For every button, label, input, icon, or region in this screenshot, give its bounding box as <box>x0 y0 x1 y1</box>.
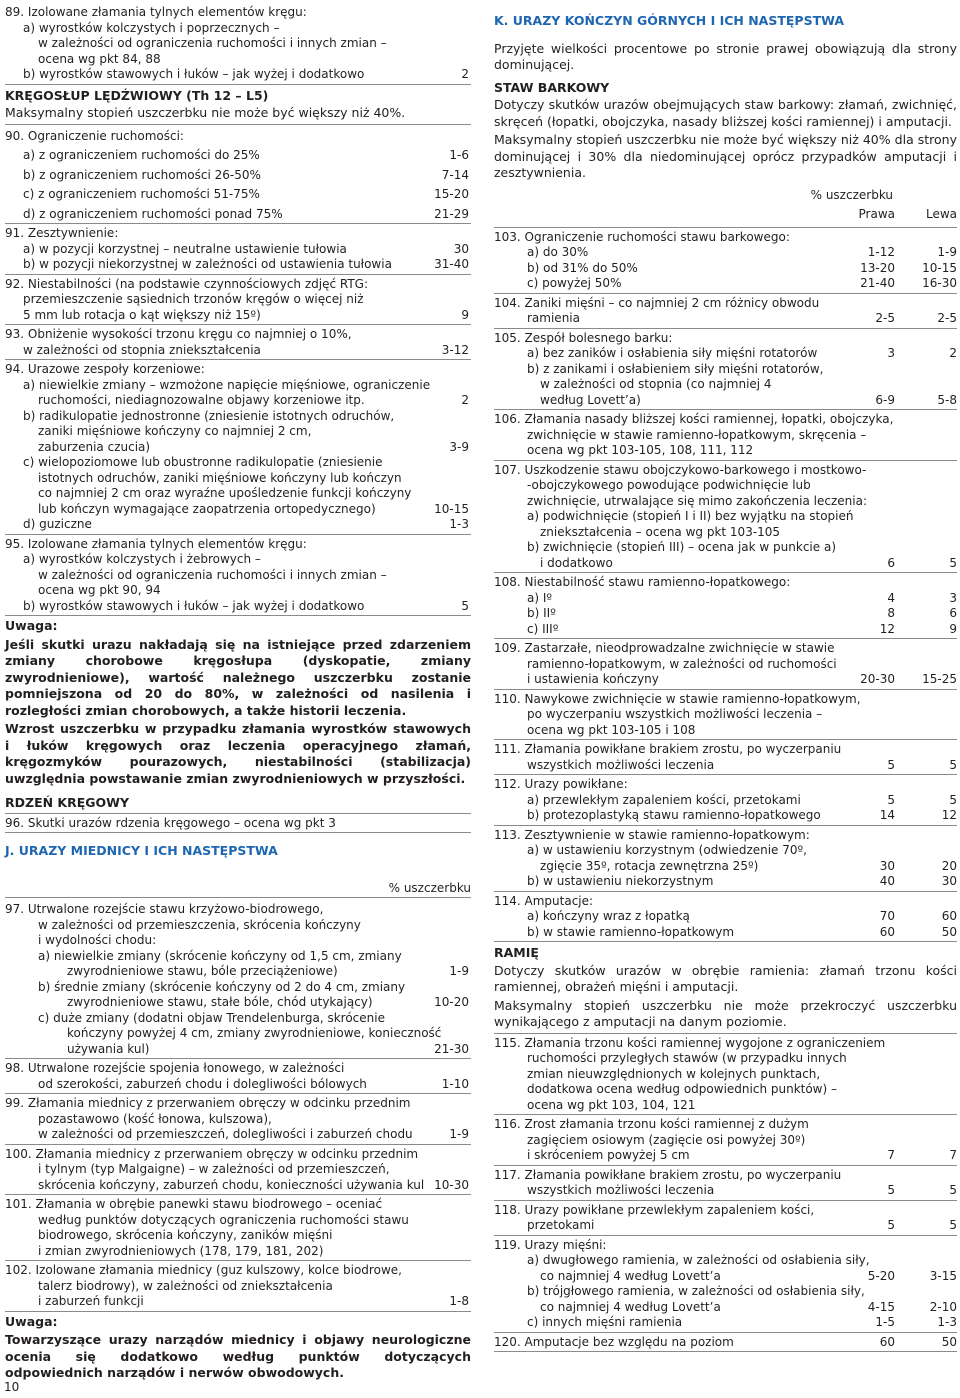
section-heading: STAW BARKOWY <box>494 79 610 95</box>
uwaga-paragraph: Wzrost uszczerbku w przypadku złamania wyrostków stawowych i łuków kręgowych oraz leczenia operacyjnego złamań, kręgozmyków pourazowych, niestabilności (stabilizacja) uwzględnia powstawanie zmian zwyrodnieniowych w przyszłości. <box>5 721 471 786</box>
entry-93: 93. Obniżenie wysokości trzonu kręgu co najmniej o 10%, w zależności od stopnia zniekształcenia 3-12 <box>5 327 469 357</box>
entry-99: 99. Złamania miednicy z przerwaniem obręczy w odcinku przednim pozastawowo (kość łonowa, kulszowa), w zależności od przemieszczeń, dolegliwości i zaburzeń chodu 1-9 <box>5 1096 469 1141</box>
divider <box>5 274 471 275</box>
divider <box>494 1165 957 1166</box>
divider <box>5 124 471 125</box>
entry-98: 98. Utrwalone rozejście spojenia łonowego, w zależności od szerokości, zaburzeń chodu i dolegliwości bólowych 1-10 <box>5 1061 469 1091</box>
divider <box>494 1033 957 1034</box>
entry-102: 102. Izolowane złamania miednicy (guz kulszowy, kolce biodrowe, talerz biodrowy), w zależności od zniekształcenia i zaburzeń funkcji 1-8 <box>5 1263 469 1308</box>
right-column <box>494 5 957 1354</box>
divider <box>494 1351 957 1352</box>
section-note: Maksymalny stopień uszczerbku nie może być większy niż 40%. <box>5 105 406 120</box>
entry-108: 108. Niestabilność stawu ramienno-łopatkowego: a) Iº 4 3 b) IIº 8 6 c) IIIº 12 9 <box>494 575 957 636</box>
entry-109: 109. Zastarzałe, nieodprowadzalne zwichnięcie w stawie ramienno-łopatkowym, w zależności od ruchomości i ustawienia kończyny 20-30 15-25 <box>494 641 957 686</box>
divider <box>5 615 471 616</box>
entry-110: 110. Nawykowe zwichnięcie w stawie ramienno-łopatkowym, po wyczerpaniu wszystkich możliwości leczenia – ocena wg pkt 103-105 i 108 <box>494 691 861 737</box>
divider <box>5 1144 471 1145</box>
divider <box>494 328 957 329</box>
column-header: % uszczerbku <box>810 187 893 202</box>
divider <box>494 1332 957 1333</box>
divider <box>5 84 471 85</box>
entry-103: 103. Ograniczenie ruchomości stawu barkowego: a) do 30% 1-12 1-9 b) od 31% do 50% 13-20 10-15 c) powyżej 50% 21-40 16-30 <box>494 229 957 290</box>
section-intro: Przyjęte wielkości procentowe po stronie prawej obowiązują dla strony dominującej. <box>494 40 957 72</box>
entry-107: 107. Uszkodzenie stawu obojczykowo-barkowego i mostkowo- -obojczykowego powodujące podwichnięcie lub zwichnięcie, utrwalające się mimo zakończenia leczenia: a) podwichnięcie (stopień I i II) bez wyjątku na stopień zniekształcenia – ocena wg pkt 103-105 b) zwichnięcie (stopień III) – ocena jak w punkcie a) i dodatkowo 6 5 <box>494 462 957 570</box>
divider <box>494 293 957 294</box>
divider <box>494 638 957 639</box>
divider <box>494 825 957 826</box>
uwaga-label: Uwaga: <box>5 1313 58 1329</box>
entry-100: 100. Złamania miednicy z przerwaniem obręczy w odcinku przednim i tylnym (typ Malgaigne) – w zależności od przemieszczeń, skrócenia kończyny, zaburzeń chodu, konieczności używania kul 10-30 <box>5 1146 469 1192</box>
entry-value: 2 <box>461 67 469 81</box>
uwaga-label: Uwaga: <box>5 618 58 633</box>
section-note: Dotyczy skutków urazów w obrębie ramienia: złamań trzonu kości ramiennej, obrażeń mięśni i amputacji. <box>494 962 957 994</box>
divider <box>494 941 957 942</box>
entry-94: 94. Urazowe zespoły korzeniowe: a) niewielkie zmiany – wzmożone napięcie mięśniowe, ograniczenie ruchomości, niediagnozowalne objawy korzeniowe itp. 2 b) radikulopatie jednostronne (zniesienie istotnych odruchów, zaniki mięśniowe kończyny co najmniej 2 cm, zaburzenia czucia) 3-9 c) wielopoziomowe lub obustronne radikulopatie (zniesienie istotnych odruchów, zaniki mięśniowe kończyny lub kończyn co najmniej 2 cm oraz wyraźne upośledzenie funkcji kończyny lub kończyn wymagające zaopatrzenia ortopedycznego) 10-15 d) guziczne 1-3 <box>5 362 469 531</box>
section-note: Maksymalny stopień uszczerbku nie może przekroczyć uszczerbku wynikającego z amputacji na danym poziomie. <box>494 997 957 1029</box>
divider <box>5 1311 471 1312</box>
divider <box>5 223 471 224</box>
divider <box>494 891 957 892</box>
divider <box>5 534 471 535</box>
uwaga-paragraph: Towarzyszące urazy narządów miednicy i objawy neurologiczne ocenia się dodatkowo według punktów dotyczących odpowiednich narządów i nerwów obwodowych. <box>5 1332 471 1380</box>
divider <box>494 1235 957 1236</box>
entry-113: 113. Zesztywnienie w stawie ramienno-łopatkowym: a) w ustawieniu korzystnym (odwiedzenie 70º, zgięcie 35º, rotacja zewnętrzna 25º) 30 20 b) w ustawieniu niekorzystnym 40 30 <box>494 827 957 888</box>
divider <box>5 813 471 814</box>
divider <box>494 572 957 573</box>
page-number: 10 <box>4 1380 20 1394</box>
divider <box>5 897 471 898</box>
section-note: Dotyczy skutków urazów obejmujących staw barkowy: złamań, zwichnięć, skręceń (łopatki, obojczyka, nasady bliższej kości ramiennej) i amputacji. <box>494 97 957 129</box>
divider <box>5 1058 471 1059</box>
uwaga-paragraph: Jeśli skutki urazu nakładają się na istniejące przed zdarzeniem zmiany chorobowe kręgosłupa (dyskopatie, zmiany zwyrodnieniowe), wartość należnego uszczerbku zostanie pomniejszona od 20 do 80%, w zależności od nasilenia i rozległości zmian chorobowych, a także historii leczenia. <box>5 636 471 718</box>
divider <box>5 832 471 833</box>
entry-112: 112. Urazy powikłane: a) przewlekłym zapaleniem kości, przetokami 5 5 b) protezoplastyką stawu ramienno-łopatkowego 14 12 <box>494 777 957 822</box>
left-column <box>5 5 471 1384</box>
entry-89: 89. Izolowane złamania tylnych elementów kręgu: a) wyrostków kolczystych i poprzecznych – w zależności od ograniczenia ruchomości i innych zmian – ocena wg pkt 84, 88 b) wyrostków stawowych i łuków – jak wyżej i dodatkowo 2 <box>5 5 469 81</box>
entry-114: 114. Amputacje: a) kończyny wraz z łopatką 70 60 b) w stawie ramienno-łopatkowym 60 50 <box>494 893 957 939</box>
divider <box>494 1200 957 1201</box>
divider <box>5 1093 471 1094</box>
entry-111: 111. Złamania powikłane brakiem zrostu, po wyczerpaniu wszystkich możliwości leczenia 5 5 <box>494 742 957 772</box>
entry-120: 120. Amputacje bez względu na poziom 60 50 <box>494 1334 957 1349</box>
entry-105: 105. Zespół bolesnego barku: a) bez zaników i osłabienia siły mięśni rotatorów 3 2 b) z zanikami i osłabieniem siły mięśni rotatorów, w zależności od stopnia (co najmniej 4 według Lovett’a) 6-9 5-8 <box>494 330 957 407</box>
divider <box>5 359 471 360</box>
entry-101: 101. Złamania w obrębie panewki stawu biodrowego – oceniać według punktów dotyczących ograniczenia ruchomości stawu biodrowego, skrócenia kończyny, zaników mięśni i zmian zwyrodnieniowych (178, 179, 181, 202) <box>5 1197 409 1258</box>
section-note: Maksymalny stopień uszczerbku nie może być większy niż 40% dla strony dominującej i 30% dla niedominującej oprócz przypadków amputacji i zesztywnienia. <box>494 132 957 180</box>
divider <box>494 460 957 461</box>
divider <box>5 1260 471 1261</box>
entry-95: 95. Izolowane złamania tylnych elementów kręgu: a) wyrostków kolczystych i żebrowych – w zależności od ograniczenia ruchomości i innych zmian – ocena wg pkt 90, 94 b) wyrostków stawowych i łuków – jak wyżej i dodatkowo 5 <box>5 536 469 613</box>
entry-96: 96. Skutki urazów rdzenia kręgowego – ocena wg pkt 3 <box>5 815 336 830</box>
divider <box>494 689 957 690</box>
entry-117: 117. Złamania powikłane brakiem zrostu, po wyczerpaniu wszystkich możliwości leczenia 5 5 <box>494 1167 957 1197</box>
entry-90: 90. Ograniczenie ruchomości: a) z ograniczeniem ruchomości do 25% 1-6 b) z ograniczeniem ruchomości 26-50% 7-14 c) z ograniczeniem ruchomości 51-75% 15-20 d) z ograniczeniem ruchomości ponad 75% 21-29 <box>5 128 469 221</box>
entry-91: 91. Zesztywnienie: a) w pozycji korzystnej – neutralne ustawienie tułowia 30 b) w pozycji niekorzystnej w zależności od ustawienia tułowia 31-40 <box>5 226 469 271</box>
section-heading: RDZEŃ KRĘGOWY <box>5 795 129 810</box>
section-heading: KRĘGOSŁUP LĘDŹWIOWY (Th 12 – L5) <box>5 87 269 103</box>
entry-92: 92. Niestabilności (na podstawie czynnościowych zdjęć RTG: przemieszczenie sąsiednich trzonów kręgów o więcej niż 5 mm lub rotacja o kąt większy niż 15º) 9 <box>5 276 469 322</box>
entry-119: 119. Urazy mięśni: a) dwugłowego ramienia, w zależności od osłabienia siły, co najmniej 4 według Lovett’a 5-20 3-15 b) trójgłowego ramienia, w zależności od osłabienia siły, co najmniej 4 według Lovett’a 4-15 2-10 c) innych mięśni ramienia 1-5 1-3 <box>494 1237 957 1329</box>
section-title: K. URAZY KOŃCZYN GÓRNYCH I ICH NASTĘPSTWA <box>494 13 845 28</box>
divider <box>494 1114 957 1115</box>
header-lewa: Lewa <box>925 207 957 221</box>
divider <box>5 324 471 325</box>
divider <box>494 409 957 410</box>
divider <box>494 739 957 740</box>
section-title: J. URAZY MIEDNICY I ICH NASTĘPSTWA <box>5 843 278 858</box>
header-prawa: Prawa <box>858 207 895 221</box>
section-heading: RAMIĘ <box>494 945 539 960</box>
entry-115: 115. Złamania trzonu kości ramiennej wygojone z ograniczeniem ruchomości przyległych stawów (w przypadku innych zmian nieuwzględnionych w kolejnych punktach, dodatkowa ocena według odpowiednich punktów) – ocena wg pkt 103, 104, 121 <box>494 1035 886 1112</box>
entry-106: 106. Złamania nasady bliższej kości ramiennej, łopatki, obojczyka, zwichnięcie w stawie ramienno-łopatkowym, skręcenia – ocena wg pkt 103-105, 108, 111, 112 <box>494 412 894 457</box>
entry-118: 118. Urazy powikłane przewlekłym zapaleniem kości, przetokami 5 5 <box>494 1202 957 1232</box>
divider <box>494 774 957 775</box>
entry-97: 97. Utrwalone rozejście stawu krzyżowo-biodrowego, w zależności od przemieszczenia, skrócenia kończyny i wydolności chodu: a) niewielkie zmiany (skrócenie kończyny od 1,5 cm, zmiany zwyrodnieniowe stawu, bóle przeciążeniowe) 1-9 b) średnie zmiany (skrócenie kończyny od 2 do 4 cm, zmiany zwyrodnieniowe stawu, stałe bóle, chód utykający) 10-20 c) duże zmiany (dodatni objaw Trendelenburga, skrócenie kończyny powyżej 4 cm, zmiany zwyrodnieniowe, konieczność używania kul) 21-30 <box>5 902 469 1056</box>
divider <box>5 1194 471 1195</box>
column-header: % uszczerbku <box>388 880 471 895</box>
entry-116: 116. Zrost złamania trzonu kości ramiennej z dużym zagięciem osiowym (zagięcie osi powyżej 30º) i skróceniem powyżej 5 cm 7 7 <box>494 1117 957 1162</box>
divider <box>494 227 957 228</box>
entry-104: 104. Zaniki mięśni – co najmniej 2 cm różnicy obwodu ramienia 2-5 2-5 <box>494 295 957 325</box>
column-header-sides <box>494 207 957 223</box>
